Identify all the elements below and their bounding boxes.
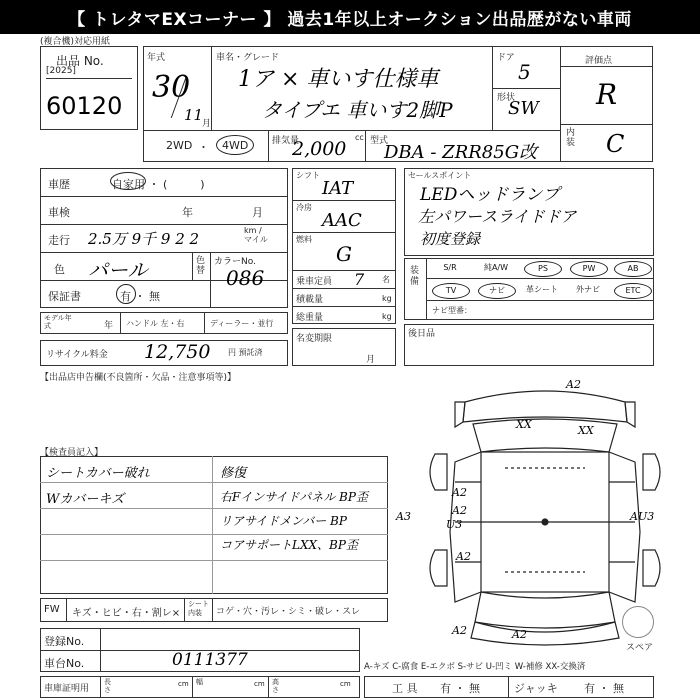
equipment-option--: 革シート	[526, 285, 558, 294]
reg-cert-label: 車庫証明用	[44, 684, 90, 694]
model-month-value: 11	[184, 106, 204, 124]
rating-label: 評価点	[585, 56, 613, 66]
color-label: 色	[54, 263, 65, 276]
handle-options: ハンドル 左・右	[126, 319, 185, 328]
equipment-option-s-r: S/R	[443, 263, 457, 272]
reg-limit-label: 名変期限	[296, 334, 333, 344]
inspector-left-1: シートカバー破れ	[46, 466, 150, 481]
mark-a2-mid: A2	[452, 504, 467, 517]
history-label: 車歴	[48, 178, 70, 191]
month-unit: 月	[202, 119, 212, 129]
history-circle	[110, 172, 146, 190]
mileage-label: 走行	[48, 234, 70, 247]
displacement-unit: cc	[355, 133, 364, 142]
doors-value: 5	[518, 60, 531, 84]
equipment-option-etc: ETC	[614, 283, 652, 299]
tools-label: 工 具	[392, 682, 418, 695]
equipment-option-tv: TV	[432, 283, 470, 299]
seat-label: シート内装	[188, 600, 209, 617]
warranty-options: 有 ・ 無	[120, 290, 160, 303]
reg-limit-unit: 月	[366, 355, 376, 365]
load-label: 積載量	[296, 295, 324, 305]
inspector-right-2: 右Fインサイドパネル BP歪	[220, 490, 368, 504]
damage-legend: A-キズ C-腐食 E-エクボ S-サビ U-凹ミ W-補修 XX-交換済	[364, 662, 586, 672]
inspection-label: 車検	[48, 206, 70, 219]
car-name-line2: タイプエ 車いす2脚P	[262, 98, 453, 122]
body-shape-value: SW	[508, 98, 539, 119]
fuel-label: 燃料	[296, 235, 312, 244]
tools-options: 有 ・ 無	[440, 682, 480, 695]
lot-year-tag: [2025]	[46, 66, 76, 76]
capacity-unit: 名	[382, 275, 390, 284]
equipment-option-ab: AB	[614, 261, 652, 277]
reg-cert-unit-3: cm	[340, 680, 351, 688]
interior-label: 内装	[566, 128, 576, 148]
model-change-label: モデル年式	[44, 314, 72, 330]
mark-xx-2: XX	[578, 424, 594, 437]
reg-cert-length: 長さ	[104, 678, 111, 694]
inspection-year-unit: 年	[182, 206, 193, 219]
history-value: 自家用 ・ ( )	[112, 178, 205, 191]
drive-2wd: 2WD	[166, 139, 193, 152]
color-change-label: 色替	[196, 256, 206, 276]
spare-label: スペア	[626, 643, 654, 653]
model-code-value: DBA - ZRR85G改	[384, 142, 538, 163]
inspector-right-3: リアサイドメンバー BP	[220, 514, 347, 528]
shift-value: IAT	[322, 178, 354, 199]
car-name-label: 車名・グレード	[216, 53, 280, 63]
mark-a2-rear-left: A2	[452, 624, 467, 637]
jack-options: 有 ・ 無	[584, 682, 624, 695]
recycle-value: 12,750	[144, 341, 211, 363]
mileage-unit: km / マイル	[244, 226, 268, 244]
reg-cert-height: 高さ	[272, 678, 279, 694]
aircon-label: 冷房	[296, 203, 312, 212]
warranty-label: 保証書	[48, 290, 81, 303]
color-no-label: カラーNo.	[214, 257, 256, 267]
jack-label: ジャッキ	[514, 682, 558, 695]
equipment-option--a-w: 純A/W	[483, 263, 509, 272]
equipment-option--: ナビ	[478, 283, 516, 299]
displacement-value: 2,000	[292, 138, 347, 160]
model-code-label: 型式	[370, 136, 389, 146]
fw-label: FW	[44, 604, 60, 615]
chassis-value: 0111377	[172, 650, 248, 670]
total-weight-label: 総重量	[296, 313, 324, 323]
seller-declaration-label: 【出品店申告欄(不良箇所・欠品・注意事項等)】	[40, 373, 237, 383]
model-year-label: 年式	[147, 53, 166, 63]
mark-au3: AU3	[630, 510, 655, 523]
recycle-unit: 円 預託済	[228, 348, 263, 357]
dealer-options: ディーラー・並行	[210, 319, 274, 328]
model-change-year-unit: 年	[104, 321, 114, 331]
fuel-value: G	[336, 242, 352, 266]
form-subtitle: (複合機)対応用紙	[40, 37, 111, 47]
mark-a2-rear: A2	[512, 628, 527, 641]
total-weight-unit: kg	[382, 312, 392, 321]
color-no-value: 086	[226, 266, 265, 290]
mark-xx-1: XX	[516, 418, 532, 431]
sales-point-1: LEDヘッドランプ	[420, 185, 560, 205]
navi-model-label: ナビ型番：	[432, 306, 472, 315]
mark-u3: U3	[446, 518, 463, 531]
recycle-label: リサイクル料金	[46, 350, 108, 360]
warranty-circle	[116, 284, 136, 304]
sales-point-3: 初度登録	[420, 230, 481, 248]
reg-cert-width: 幅	[196, 678, 203, 686]
mileage-value: 2.5万 9千 9 2 2	[88, 230, 200, 248]
mark-a2-left: A2	[452, 486, 467, 499]
interior-value: C	[606, 130, 625, 158]
lot-number: 60120	[46, 92, 123, 120]
color-value: パール	[88, 258, 148, 282]
fw-text: キズ・ヒビ・右・割レ×	[72, 608, 181, 619]
inspector-right-4: コアサポートLXX、BP歪	[220, 538, 358, 552]
equipment-option-ps: PS	[524, 261, 562, 277]
aircon-value: AAC	[322, 210, 362, 231]
body-shape-label: 形状	[497, 93, 516, 103]
seat-text: コゲ・穴・汚レ・シミ・破レ・スレ	[216, 607, 361, 617]
sales-points-label: セールスポイント	[408, 171, 472, 180]
rear-items-label: 後日品	[408, 329, 436, 339]
header-banner: 【 トレタマEXコーナー 】 過去1年以上オークション出品歴がない車両	[0, 0, 700, 34]
capacity-value: 7	[354, 270, 365, 289]
chassis-label: 車台No.	[44, 657, 85, 670]
model-year-value: 30	[152, 70, 191, 105]
rating-value: R	[596, 78, 618, 111]
lot-label: 出品 No.	[56, 54, 104, 68]
rear-items-box	[404, 324, 654, 366]
inspector-right-1: 修復	[220, 466, 247, 481]
reg-cert-unit-1: cm	[178, 680, 189, 688]
drive-4wd: 4WD	[222, 139, 249, 152]
equipment-label: 装備	[410, 266, 420, 287]
registration-label: 登録No.	[44, 635, 85, 648]
capacity-label: 乗車定員	[296, 277, 333, 287]
displacement-label: 排気量	[272, 136, 300, 146]
mark-a3: A3	[396, 510, 411, 523]
mark-a2-front: A2	[566, 378, 581, 391]
load-unit: kg	[382, 294, 392, 303]
car-name-line1: 1ア × 車いす仕様車	[238, 67, 439, 92]
sales-point-2: 左パワースライドドア	[418, 207, 577, 226]
equipment-option--: 外ナビ	[576, 285, 600, 294]
mark-a2-low: A2	[456, 550, 471, 563]
shift-label: シフト	[296, 171, 320, 180]
inspection-month-unit: 月	[252, 206, 263, 219]
inspector-label: 【検査員記入】	[40, 448, 104, 458]
equipment-option-pw: PW	[570, 261, 608, 277]
doors-label: ドア	[497, 53, 515, 63]
spare-tire-icon	[622, 606, 654, 638]
reg-cert-unit-2: cm	[254, 680, 265, 688]
inspector-left-2: Wカバーキズ	[46, 492, 125, 507]
